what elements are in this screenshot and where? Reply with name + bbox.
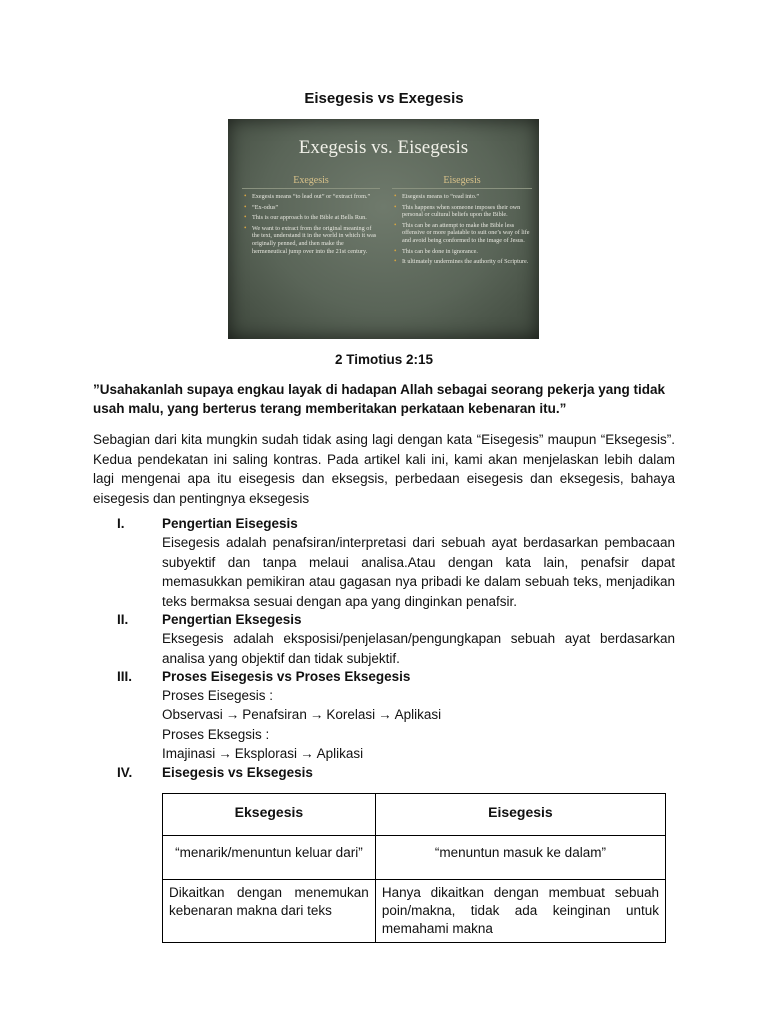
process-step: Eksplorasi xyxy=(234,746,298,761)
section-number: I. xyxy=(117,516,125,531)
section-number: II. xyxy=(117,612,129,627)
intro-paragraph: Sebagian dari kita mungkin sudah tidak asing lagi dengan kata “Eisegesis” maupun “Eksegesis”. Kedua pendekatan ini saling kontras. Pada artikel kali ini, kami akan menjelaskan lebih dalam lagi mengenai apa itu eisegesis dan eksegsis, perbedaan eisegesis dan eksegesis, bahaya eisegesis dan pentingnya eksegesis xyxy=(93,432,675,506)
slide-title: Exegesis vs. Eisegesis xyxy=(298,137,469,158)
bible-quote: ”Usahakanlah supaya engkau layak di hadapan Allah sebagai seorang pekerja yang tidak usah malu, yang berterus terang memberitakan perkataan kebenaran itu.” xyxy=(93,382,665,416)
slide-column-heading: Eisegesis xyxy=(392,175,532,189)
section-number: III. xyxy=(117,669,133,684)
process-step: Aplikasi xyxy=(316,746,364,761)
slide-bullet: • Exegesis means “to lead out” or “extract from.” xyxy=(252,193,380,201)
table-header-row xyxy=(163,794,666,836)
arrow-right-icon: → xyxy=(300,746,314,761)
document-title: Eisegesis vs Exegesis xyxy=(304,90,464,107)
process-step: Imajinasi xyxy=(162,746,216,761)
slide-column-eisegesis xyxy=(392,175,532,269)
section-heading: Proses Eisegesis vs Proses Eksegesis xyxy=(162,669,411,684)
table-header-cell: Eksegesis xyxy=(163,794,376,836)
process-step: Aplikasi xyxy=(394,707,442,722)
slide-bullet: • This happens when someone imposes their own personal or cultural beliefs upon the Bible. xyxy=(402,204,532,219)
eksegesis-process-steps xyxy=(162,746,363,761)
slide-bullet: • This is our approach to the Bible at Bells Run. xyxy=(252,214,380,222)
table-row xyxy=(163,836,666,880)
table-cell: “menuntun masuk ke dalam” xyxy=(375,836,665,880)
slide-bullet: • Eisegesis means to “read into.” xyxy=(402,193,532,201)
section-number: IV. xyxy=(117,765,133,780)
slide-image xyxy=(228,119,539,339)
arrow-right-icon: → xyxy=(225,707,240,722)
process-step: Korelasi xyxy=(326,707,376,722)
slide-bullet: • This can be done in ignorance. xyxy=(402,248,532,256)
slide-bullet: • This can be an attempt to make the Bible less offensive or more palatable to suit one’s way of life and avoid being conformed to the image of Jesus. xyxy=(402,222,532,245)
comparison-table xyxy=(162,793,666,943)
process-step: Observasi xyxy=(162,707,223,722)
process-label: Proses Eisegesis : xyxy=(162,688,274,703)
section-heading: Pengertian Eisegesis xyxy=(162,516,298,531)
section-body: Eisegesis adalah penafsiran/interpretasi dari sebuah ayat berdasarkan pembacaan subyektif dan tanpa melaui analisa.Atau dengan kata lain, penafsir dapat memasukkan pemikiran atau gagasan nya pribadi ke dalam sebuah teks, menjadikan teks bermaksa sesuai dengan apa yang dinginkan penafsir. xyxy=(162,535,675,609)
slide-bullet: • We want to extract from the original meaning of the text, understand it in the world in which it was originally penned, and then make the hermeneutical jump over into the 21st century. xyxy=(252,225,380,255)
slide-column-heading: Exegesis xyxy=(242,175,380,189)
arrow-right-icon: → xyxy=(378,707,392,722)
slide-bullet: • It ultimately undermines the authority of Scripture. xyxy=(402,258,532,266)
section-heading: Pengertian Eksegesis xyxy=(162,612,302,627)
table-header-cell: Eisegesis xyxy=(375,794,665,836)
slide-column-exegesis xyxy=(242,175,380,258)
arrow-right-icon: → xyxy=(218,746,232,761)
table-row xyxy=(163,880,666,943)
table-cell: Dikaitkan dengan menemukan kebenaran makna dari teks xyxy=(163,880,376,943)
bible-reference: 2 Timotius 2:15 xyxy=(334,352,434,367)
slide-bullet: • “Ex-odus” xyxy=(252,204,380,212)
table-cell: “menarik/menuntun keluar dari” xyxy=(163,836,376,880)
eisegesis-process-steps xyxy=(162,707,441,722)
table-cell: Hanya dikaitkan dengan membuat sebuah poin/makna, tidak ada keinginan untuk memahami makna xyxy=(375,880,665,943)
process-label: Proses Eksegsis : xyxy=(162,727,270,742)
section-heading: Eisegesis vs Eksegesis xyxy=(162,765,313,780)
arrow-right-icon: → xyxy=(309,707,324,722)
section-body: Eksegesis adalah eksposisi/penjelasan/pengungkapan sebuah ayat berdasarkan analisa yang objektif dan tidak subjektif. xyxy=(162,631,675,666)
process-step: Penafsiran xyxy=(242,707,307,722)
